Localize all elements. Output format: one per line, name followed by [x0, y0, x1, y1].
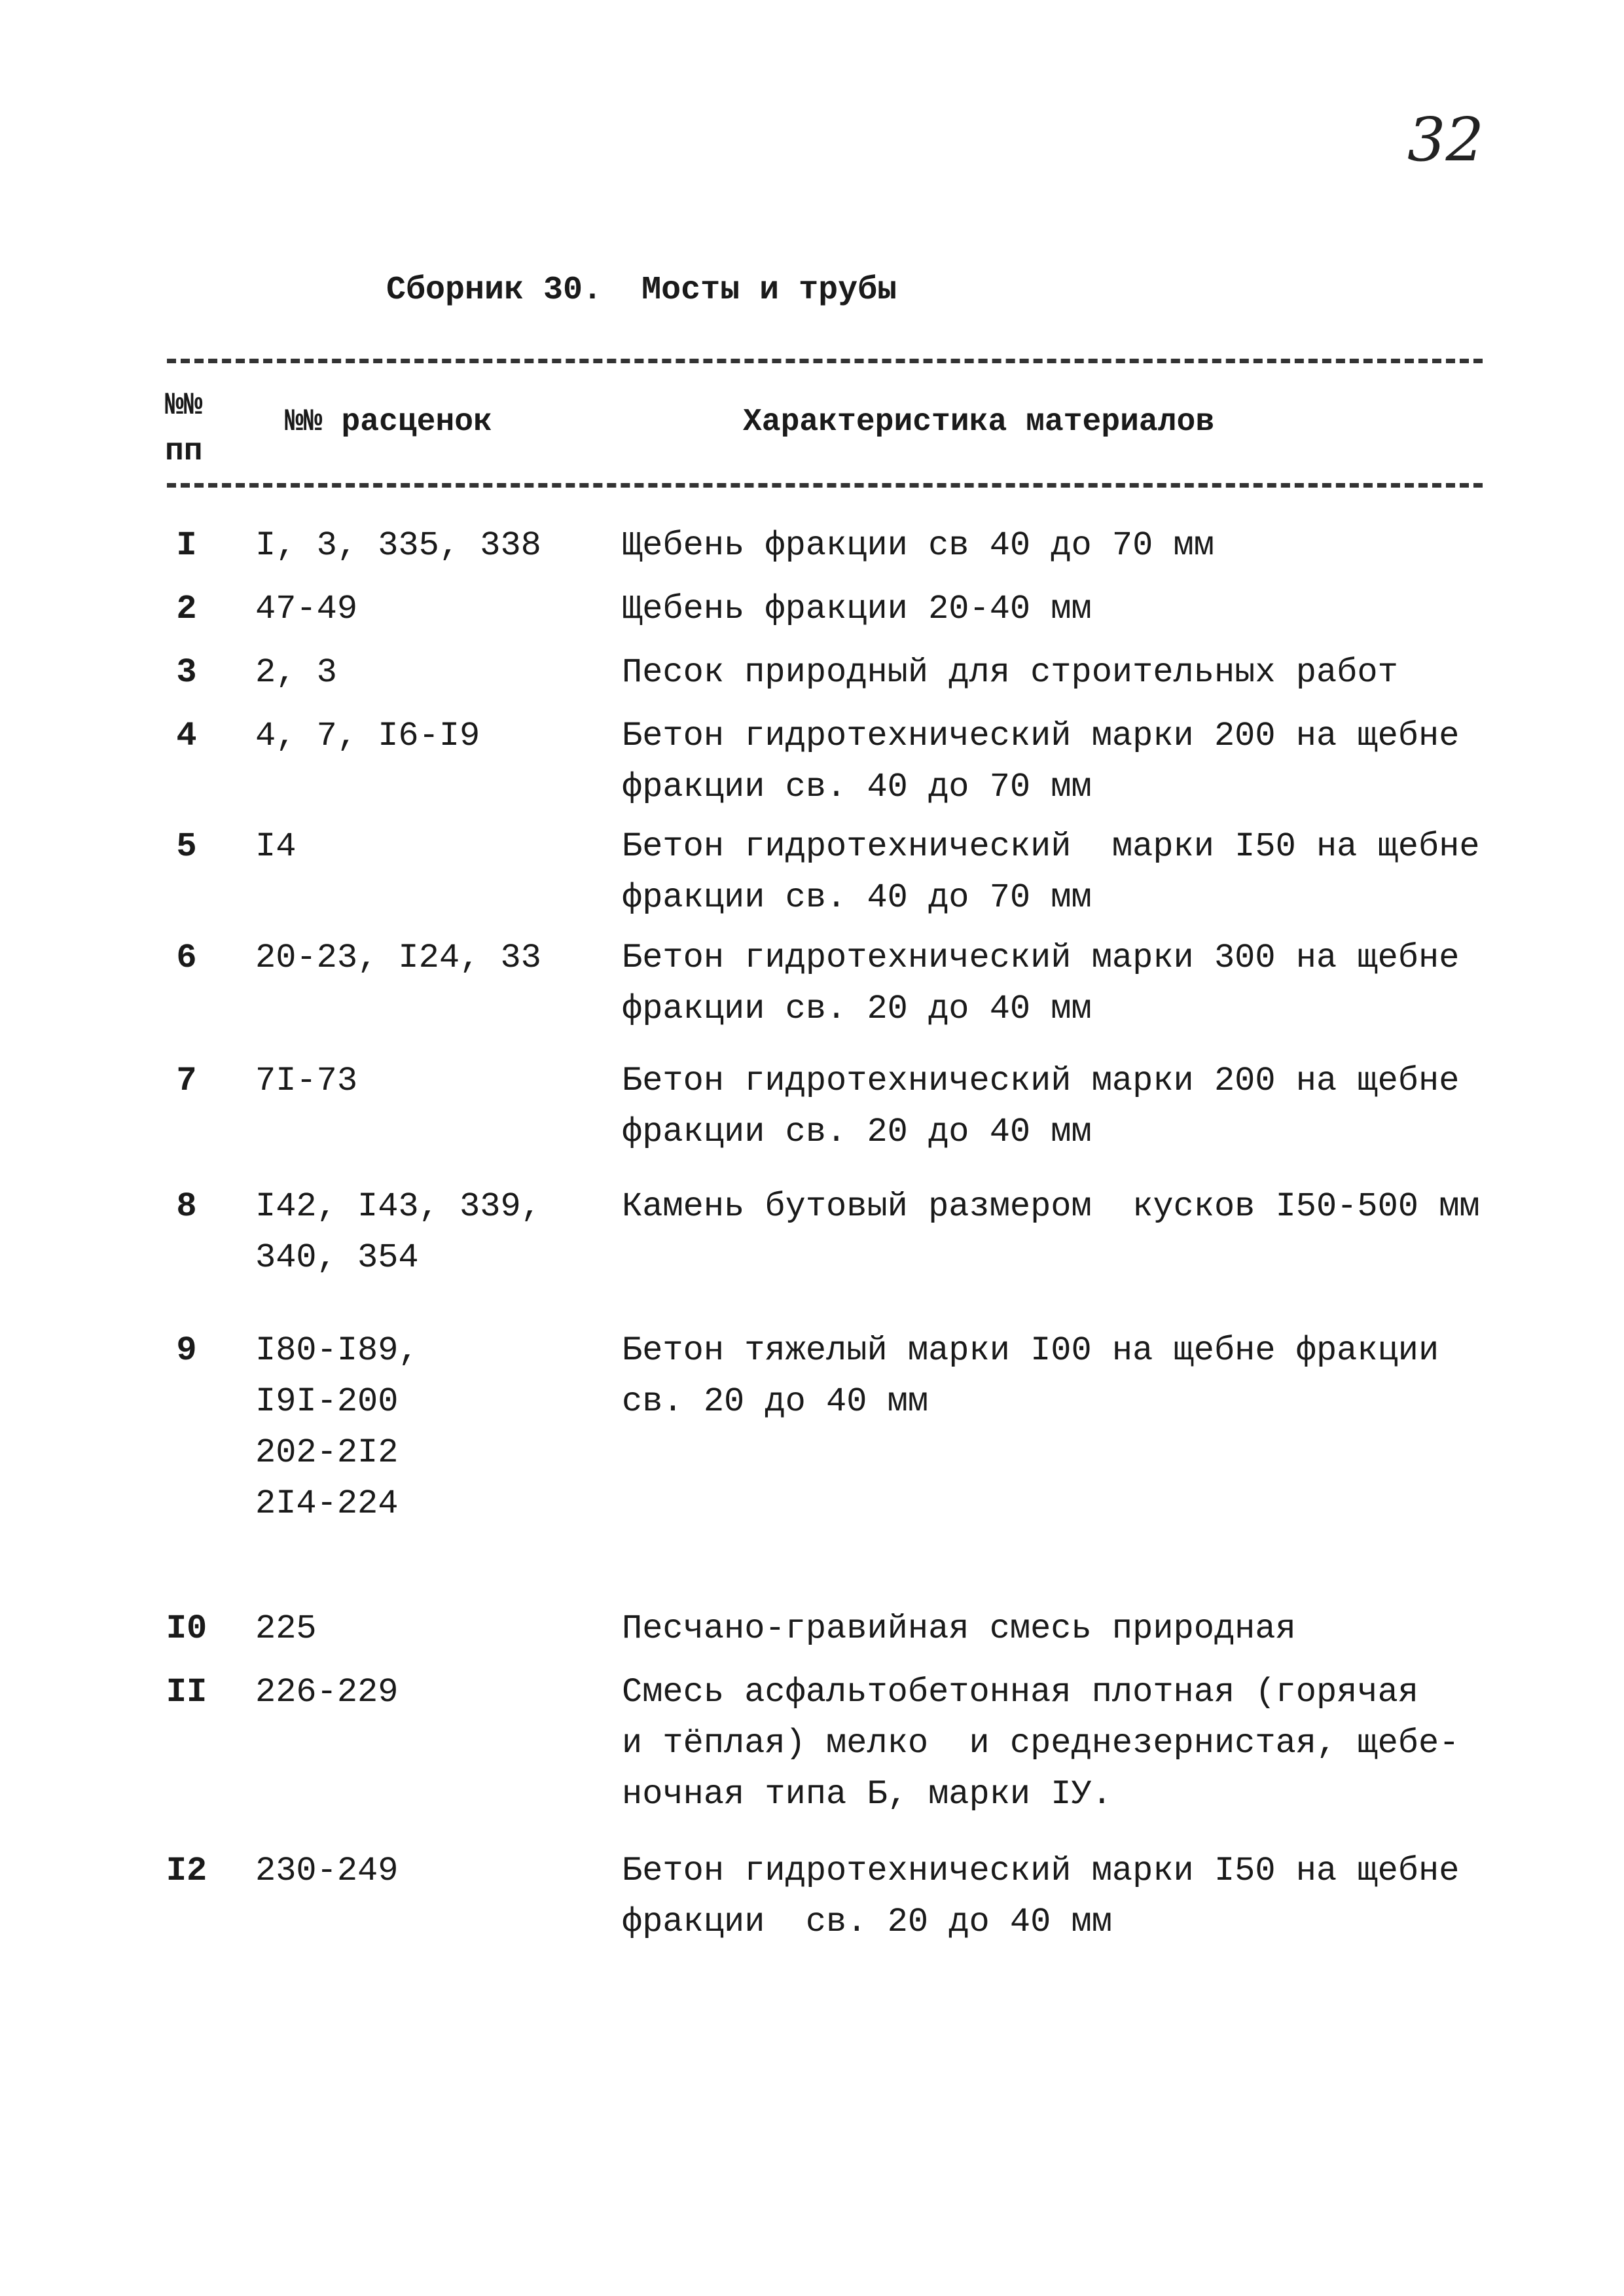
- row-rates: [255, 1056, 596, 1107]
- row-rates: [255, 1181, 596, 1283]
- row-rates: [255, 711, 596, 762]
- row-rates: [255, 647, 596, 698]
- row-description: [622, 1667, 1492, 1820]
- row-number: II: [166, 1673, 208, 1712]
- description-line: Бетон гидротехнический марки 300 на щебне: [622, 939, 1460, 977]
- header-characteristic: Характеристика материалов: [743, 404, 1215, 440]
- row-number: I0: [166, 1609, 208, 1648]
- row-rates: [255, 1325, 596, 1530]
- description-line: фракции св. 20 до 40 мм: [622, 1113, 1092, 1151]
- row-description: [622, 584, 1492, 635]
- description-line: фракции св. 40 до 70 мм: [622, 878, 1092, 917]
- header-rates: №№ расценок: [285, 404, 492, 440]
- rates-line: 2, 3: [255, 653, 337, 692]
- row-description: [622, 1181, 1492, 1232]
- table-header-rule: [167, 483, 1483, 488]
- description-line: и тёплая) мелко и среднезернистая, щебе-: [622, 1724, 1460, 1763]
- row-number: 5: [176, 827, 197, 866]
- row-description: [622, 711, 1492, 813]
- rates-line: 4, 7, I6-I9: [255, 717, 480, 755]
- row-description: [622, 1325, 1492, 1427]
- row-description: [622, 1846, 1492, 1948]
- description-line: Щебень фракции св 40 до 70 мм: [622, 526, 1214, 565]
- row-description: [622, 1604, 1492, 1655]
- page-number: 32: [1407, 105, 1485, 175]
- row-number: 3: [176, 653, 197, 692]
- row-rates: [255, 821, 596, 872]
- header-number-line: №№: [165, 388, 203, 423]
- description-line: Бетон гидротехнический марки I50 на щебне: [622, 1852, 1460, 1890]
- rates-line: I42, I43, 339,: [255, 1187, 541, 1226]
- rates-line: 2I4-224: [255, 1484, 399, 1523]
- description-line: ночная типа Б, марки IУ.: [622, 1775, 1112, 1814]
- row-description: [622, 933, 1492, 1035]
- row-rates: [255, 1846, 596, 1897]
- rates-line: 7I-73: [255, 1062, 358, 1100]
- table-top-rule: [167, 359, 1483, 363]
- description-line: Песок природный для строительных работ: [622, 653, 1398, 692]
- description-line: фракции св. 20 до 40 мм: [622, 1903, 1112, 1941]
- row-description: [622, 647, 1492, 698]
- description-line: св. 20 до 40 мм: [622, 1382, 929, 1421]
- row-rates: [255, 520, 596, 571]
- description-line: Щебень фракции 20-40 мм: [622, 590, 1092, 628]
- row-rates: [255, 933, 596, 984]
- rates-line: 225: [255, 1609, 317, 1648]
- rates-line: 340, 354: [255, 1238, 419, 1277]
- description-line: фракции св. 20 до 40 мм: [622, 990, 1092, 1028]
- rates-line: I4: [255, 827, 297, 866]
- row-rates: [255, 1604, 596, 1655]
- description-line: Камень бутовый размером кусков I50-500 мм: [622, 1187, 1480, 1226]
- row-number: 8: [176, 1187, 197, 1226]
- description-line: Бетон тяжелый марки I00 на щебне фракции: [622, 1331, 1439, 1370]
- rates-line: 230-249: [255, 1852, 399, 1890]
- rates-line: 47-49: [255, 590, 358, 628]
- row-rates: [255, 584, 596, 635]
- description-line: Бетон гидротехнический марки 200 на щебне: [622, 717, 1460, 755]
- description-line: Бетон гидротехнический марки 200 на щебне: [622, 1062, 1460, 1100]
- description-line: Бетон гидротехнический марки I50 на щебне: [622, 827, 1480, 866]
- rates-line: 226-229: [255, 1673, 399, 1712]
- rates-line: I9I-200: [255, 1382, 399, 1421]
- row-number: I2: [166, 1852, 208, 1890]
- row-number: 7: [176, 1062, 197, 1100]
- description-line: Песчано-гравийная смесь природная: [622, 1609, 1296, 1648]
- description-line: Смесь асфальтобетонная плотная (горячая: [622, 1673, 1418, 1712]
- row-description: [622, 821, 1492, 924]
- rates-line: 20-23, I24, 33: [255, 939, 541, 977]
- rates-line: 202-2I2: [255, 1433, 399, 1472]
- row-description: [622, 520, 1492, 571]
- description-line: фракции св. 40 до 70 мм: [622, 768, 1092, 806]
- header-number: [165, 383, 237, 475]
- row-number: 9: [176, 1331, 197, 1370]
- row-number: I: [176, 526, 197, 565]
- row-number: 4: [176, 717, 197, 755]
- row-rates: [255, 1667, 596, 1718]
- row-number: 2: [176, 590, 197, 628]
- page-title: Сборник 30. Мосты и трубы: [386, 272, 897, 309]
- rates-line: I, 3, 335, 338: [255, 526, 541, 565]
- row-description: [622, 1056, 1492, 1158]
- row-number: 6: [176, 939, 197, 977]
- rates-line: I80-I89,: [255, 1331, 419, 1370]
- header-number-line: пп: [165, 434, 203, 469]
